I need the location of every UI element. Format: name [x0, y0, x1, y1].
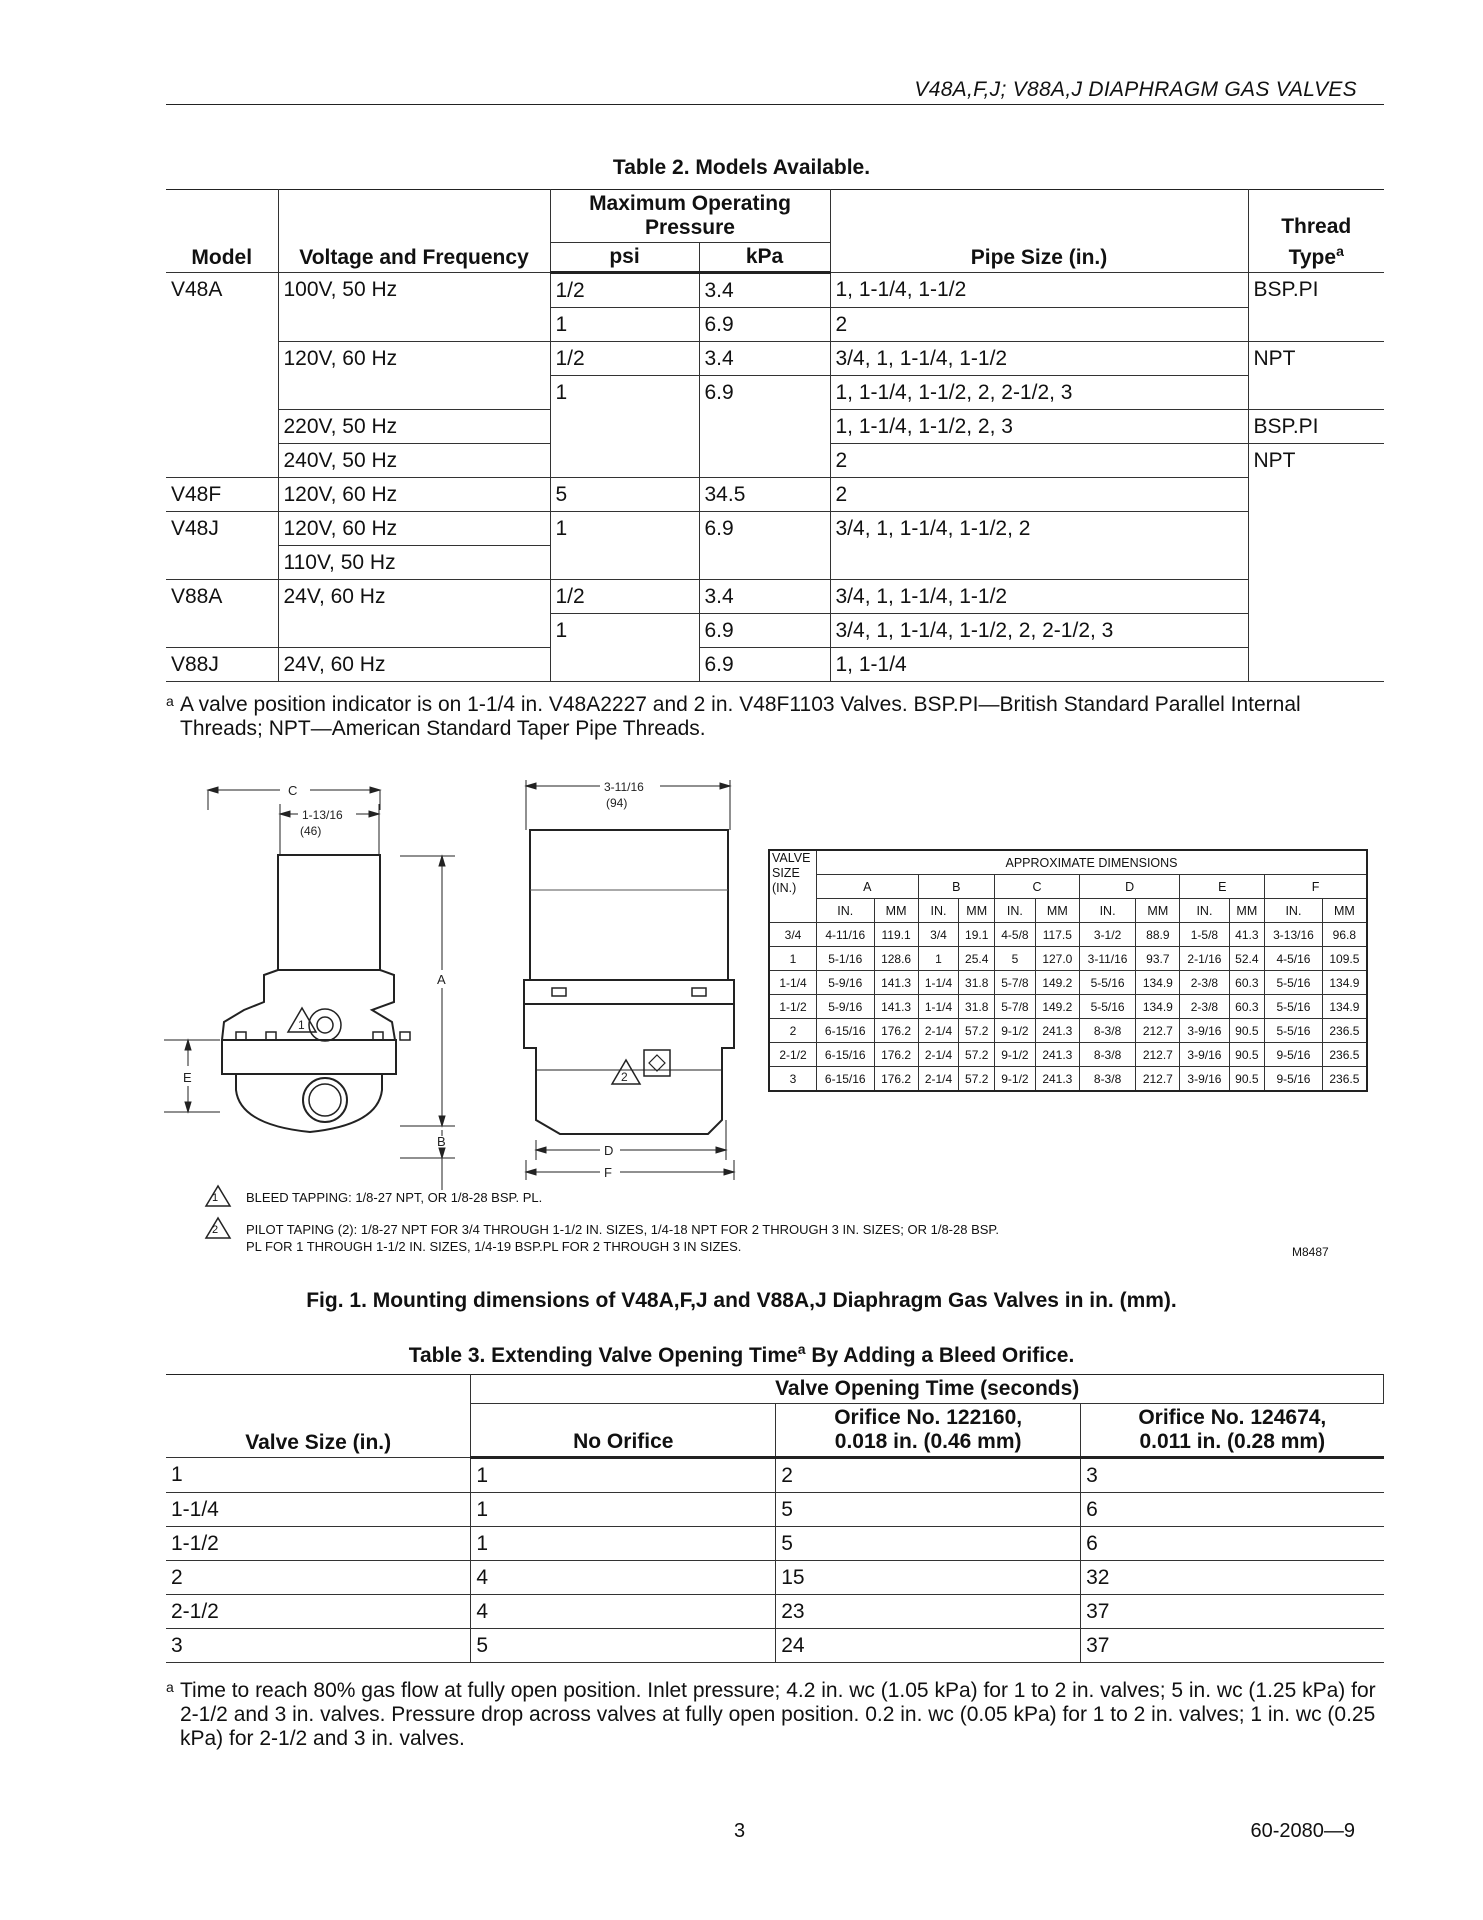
dims-cell: 1-5/8	[1180, 923, 1229, 947]
dims-cell: 57.2	[959, 1067, 995, 1092]
dims-unit: IN.	[817, 899, 875, 923]
dims-cell: 2-1/4	[918, 1067, 959, 1092]
dims-cell: 4-11/16	[817, 923, 875, 947]
col-voltage: Voltage and Frequency	[278, 190, 550, 273]
table3-cell: 1-1/4	[166, 1493, 471, 1527]
table3-cell: 6	[1081, 1493, 1384, 1527]
dims-cell: 176.2	[874, 1043, 918, 1067]
dims-cell: 4-5/16	[1265, 947, 1323, 971]
dim-a-label: A	[437, 972, 446, 987]
dims-cell: 212.7	[1136, 1067, 1180, 1092]
dims-cell: 2-3/8	[1180, 971, 1229, 995]
dims-cell: 5-1/16	[817, 947, 875, 971]
dims-cell: 2-1/4	[918, 1019, 959, 1043]
table3-cell: 6	[1081, 1527, 1384, 1561]
dims-cell: 5-5/16	[1265, 971, 1323, 995]
dims-cell: 236.5	[1322, 1019, 1367, 1043]
dims-cell: 5-5/16	[1079, 971, 1135, 995]
dims-cell: 9-5/16	[1265, 1067, 1323, 1092]
dims-cell: 31.8	[959, 995, 995, 1019]
dims-cell: 4-5/8	[995, 923, 1036, 947]
dim-width-label: 3-11/16	[604, 780, 644, 794]
table3-cell: 1	[471, 1493, 776, 1527]
dims-cell: 2-1/16	[1180, 947, 1229, 971]
dim-b-label: B	[437, 1134, 446, 1149]
dims-cell: 149.2	[1035, 995, 1079, 1019]
figure-code: M8487	[1292, 1245, 1329, 1259]
table3-cell: 1	[166, 1458, 471, 1493]
dims-cell: 88.9	[1136, 923, 1180, 947]
table-row: 1 6.9 1, 1-1/4, 1-1/2, 2, 2-1/2, 3	[166, 376, 1384, 410]
dims-cell: 41.3	[1229, 923, 1265, 947]
table-row: 1 6.9 2	[166, 308, 1384, 342]
dims-cell: 2-3/8	[1180, 995, 1229, 1019]
col-orifice-124674: Orifice No. 124674, 0.011 in. (0.28 mm)	[1081, 1404, 1384, 1458]
dims-cell: 2-1/4	[918, 1043, 959, 1067]
table2-caption: Table 2. Models Available.	[612, 156, 871, 179]
note2-marker: 2	[621, 1070, 628, 1084]
col-pipe-size: Pipe Size (in.)	[830, 190, 1248, 273]
col-max-pressure: Maximum Operating Pressure	[550, 190, 830, 243]
dims-cell: 57.2	[959, 1043, 995, 1067]
dims-cell: 134.9	[1322, 971, 1367, 995]
table-row	[166, 1629, 1384, 1663]
dims-cell: 241.3	[1035, 1019, 1079, 1043]
dims-cell: 8-3/8	[1079, 1043, 1135, 1067]
approx-dimensions-header: APPROXIMATE DIMENSIONS	[817, 850, 1368, 875]
col-model: Model	[166, 190, 278, 273]
col-no-orifice: No Orifice	[471, 1404, 776, 1458]
dims-cell: 241.3	[1035, 1067, 1079, 1092]
table2	[166, 189, 1384, 682]
dims-unit: MM	[959, 899, 995, 923]
note1-marker: 1	[298, 1018, 305, 1032]
table-row: V48J 120V, 60 Hz 1 6.9 3/4, 1, 1-1/4, 1-1/2, 2	[166, 512, 1384, 546]
note2-number: 2	[212, 1224, 219, 1236]
note2-text-line2: PL FOR 1 THROUGH 1-1/2 IN. SIZES, 1/4-19 BSP.PL FOR 2 THROUGH 3 IN SIZES.	[246, 1239, 742, 1254]
dims-cell: 93.7	[1136, 947, 1180, 971]
table-row	[769, 995, 1367, 1019]
table3-caption: Table 3. Extending Valve Opening Time$^a$ By Adding a Bleed Orifice.	[408, 1341, 1075, 1367]
table-row	[769, 947, 1367, 971]
table3-cell: 1	[471, 1527, 776, 1561]
dims-unit: MM	[1322, 899, 1367, 923]
dims-cell: 1-1/4	[918, 971, 959, 995]
dims-cell: 212.7	[1136, 1043, 1180, 1067]
table3-cell: 37	[1081, 1629, 1384, 1663]
table-row	[166, 1561, 1384, 1595]
table3-cell: 1	[471, 1458, 776, 1493]
dims-cell: 212.7	[1136, 1019, 1180, 1043]
table3-cell: 32	[1081, 1561, 1384, 1595]
dims-col-c: C	[995, 875, 1080, 899]
dims-cell: 5-5/16	[1265, 1019, 1323, 1043]
dims-unit: MM	[1035, 899, 1079, 923]
dims-unit: MM	[1136, 899, 1180, 923]
dims-cell: 176.2	[874, 1067, 918, 1092]
dims-cell: 9-5/16	[1265, 1043, 1323, 1067]
dims-cell: 9-1/2	[995, 1019, 1036, 1043]
dims-unit: IN.	[995, 899, 1036, 923]
table-row: 120V, 60 Hz 1/2 3.4 3/4, 1, 1-1/4, 1-1/2 NPT	[166, 342, 1384, 376]
col-kpa: kPa	[699, 243, 830, 273]
dims-cell: 134.9	[1136, 995, 1180, 1019]
dims-cell: 52.4	[1229, 947, 1265, 971]
dims-cell: 5-7/8	[995, 971, 1036, 995]
table-row: 1 6.9 3/4, 1, 1-1/4, 1-1/2, 2, 2-1/2, 3	[166, 614, 1384, 648]
dims-cell: 109.5	[1322, 947, 1367, 971]
note1-number: 1	[212, 1192, 219, 1204]
col-thread: Thread Type$^a$	[1248, 190, 1384, 273]
dims-cell: 1	[918, 947, 959, 971]
dims-unit: MM	[874, 899, 918, 923]
dims-cell: 127.0	[1035, 947, 1079, 971]
dims-cell: 5	[995, 947, 1036, 971]
dims-cell: 2-1/2	[769, 1043, 817, 1067]
dims-cell: 6-15/16	[817, 1067, 875, 1092]
table3-cell: 1-1/2	[166, 1527, 471, 1561]
table3-cell: 5	[471, 1629, 776, 1663]
table3-cell: 23	[776, 1595, 1081, 1629]
table3-cell: 2-1/2	[166, 1595, 471, 1629]
table-row	[166, 1527, 1384, 1561]
dim-f-label: F	[604, 1165, 612, 1180]
dims-cell: 8-3/8	[1079, 1067, 1135, 1092]
dims-cell: 9-1/2	[995, 1067, 1036, 1092]
dims-cell: 3/4	[769, 923, 817, 947]
dims-cell: 141.3	[874, 971, 918, 995]
dims-cell: 6-15/16	[817, 1019, 875, 1043]
dims-cell: 60.3	[1229, 971, 1265, 995]
dims-cell: 1-1/2	[769, 995, 817, 1019]
table3-footnote: a Time to reach 80% gas flow at fully open position. Inlet pressure; 4.2 in. wc (1.05 kPa) for 1 to 2 in. valves; 5 in. wc (1.25 kPa) for 2-1/2 and 3 in. valves. Pressure drop across valves at fully open position. 0.2 in. wc (0.05 kPa) for 1 to 2 in. valves; 1 in. wc (0.25 kPa) for 2-1/2 and 3 in. valves.	[166, 1679, 1376, 1750]
dims-cell: 5-5/16	[1079, 995, 1135, 1019]
dims-cell: 57.2	[959, 1019, 995, 1043]
table3-cell: 15	[776, 1561, 1081, 1595]
dims-cell: 5-9/16	[817, 995, 875, 1019]
table-row	[769, 923, 1367, 947]
dims-cell: 8-3/8	[1079, 1019, 1135, 1043]
dims-unit: IN.	[1265, 899, 1323, 923]
dim-c-small-label: 1-13/16	[302, 808, 343, 822]
table3-cell: 2	[166, 1561, 471, 1595]
dim-c-small-mm: (46)	[300, 824, 322, 838]
dims-cell: 3-9/16	[1180, 1043, 1229, 1067]
table-row: V48F 120V, 60 Hz 5 34.5 2	[166, 478, 1384, 512]
dims-col-b: B	[918, 875, 994, 899]
table-row	[166, 1595, 1384, 1629]
dims-cell: 134.9	[1136, 971, 1180, 995]
dims-cell: 6-15/16	[817, 1043, 875, 1067]
dims-cell: 141.3	[874, 995, 918, 1019]
dims-cell: 149.2	[1035, 971, 1079, 995]
dims-cell: 3-9/16	[1180, 1067, 1229, 1092]
table3-cell: 3	[1081, 1458, 1384, 1493]
dims-col-d: D	[1079, 875, 1180, 899]
valve-size-header: VALVE SIZE (IN.)	[769, 850, 817, 923]
dims-cell: 128.6	[874, 947, 918, 971]
figure1-caption: Fig. 1. Mounting dimensions of V48A,F,J and V88A,J Diaphragm Gas Valves in in. (mm).	[306, 1289, 1177, 1312]
table-row	[769, 1019, 1367, 1043]
table3-cell: 24	[776, 1629, 1081, 1663]
table-row: V48A 100V, 50 Hz 1/2 3.4 1, 1-1/4, 1-1/2 BSP.PI	[166, 273, 1384, 308]
approx-dimensions-table	[768, 849, 1368, 1092]
dims-cell: 60.3	[1229, 995, 1265, 1019]
table3-cell: 5	[776, 1527, 1081, 1561]
running-header: V48A,F,J; V88A,J DIAPHRAGM GAS VALVES	[914, 78, 1357, 101]
dims-unit: IN.	[918, 899, 959, 923]
dims-cell: 241.3	[1035, 1043, 1079, 1067]
dims-cell: 134.9	[1322, 995, 1367, 1019]
dims-cell: 31.8	[959, 971, 995, 995]
col-valve-size: Valve Size (in.)	[166, 1375, 471, 1458]
table-row: 220V, 50 Hz 1, 1-1/4, 1-1/2, 2, 3 BSP.PI	[166, 410, 1384, 444]
dims-unit: IN.	[1180, 899, 1229, 923]
dim-c-label: C	[288, 783, 298, 798]
table3-cell: 5	[776, 1493, 1081, 1527]
page-number: 3	[734, 1820, 746, 1842]
table3-cell: 3	[166, 1629, 471, 1663]
dims-unit: IN.	[1079, 899, 1135, 923]
dims-cell: 3/4	[918, 923, 959, 947]
note1-text: BLEED TAPPING: 1/8-27 NPT, OR 1/8-28 BSP. PL.	[246, 1190, 543, 1205]
dims-cell: 236.5	[1322, 1043, 1367, 1067]
table-row	[166, 1493, 1384, 1527]
table3-cell: 4	[471, 1595, 776, 1629]
col-psi: psi	[550, 243, 699, 273]
table3-cell: 37	[1081, 1595, 1384, 1629]
dims-col-e: E	[1180, 875, 1265, 899]
table3-cell: 2	[776, 1458, 1081, 1493]
dims-cell: 90.5	[1229, 1067, 1265, 1092]
dims-cell: 3-13/16	[1265, 923, 1323, 947]
table-row	[769, 1043, 1367, 1067]
table-row: V88A 24V, 60 Hz 1/2 3.4 3/4, 1, 1-1/4, 1-1/2	[166, 580, 1384, 614]
table-row: 240V, 50 Hz 2 NPT	[166, 444, 1384, 478]
dims-cell: 5-7/8	[995, 995, 1036, 1019]
note2-text-line1: PILOT TAPING (2): 1/8-27 NPT FOR 3/4 THROUGH 1-1/2 IN. SIZES, 1/4-18 NPT FOR 2 THROUGH 3 IN. SIZES; OR 1/8-28 BSP.	[246, 1222, 1000, 1237]
dims-cell: 236.5	[1322, 1067, 1367, 1092]
dims-cell: 1	[769, 947, 817, 971]
table3-cell: 4	[471, 1561, 776, 1595]
dim-e-label: E	[183, 1070, 192, 1085]
dims-cell: 96.8	[1322, 923, 1367, 947]
table-row: V88J 24V, 60 Hz 6.9 1, 1-1/4	[166, 648, 1384, 682]
dims-cell: 3-9/16	[1180, 1019, 1229, 1043]
dims-cell: 3-1/2	[1079, 923, 1135, 947]
valve-drawing	[160, 770, 760, 1210]
dims-col-a: A	[817, 875, 919, 899]
dims-cell: 5-5/16	[1265, 995, 1323, 1019]
dims-cell: 19.1	[959, 923, 995, 947]
table-row: 110V, 50 Hz	[166, 546, 1384, 580]
table-row	[769, 1067, 1367, 1092]
dims-cell: 90.5	[1229, 1043, 1265, 1067]
table-row	[166, 1458, 1384, 1493]
dims-cell: 2	[769, 1019, 817, 1043]
dim-width-mm: (94)	[606, 796, 628, 810]
col-orifice-122160: Orifice No. 122160, 0.018 in. (0.46 mm)	[776, 1404, 1081, 1458]
document-number: 60-2080—9	[1250, 1820, 1355, 1842]
dims-cell: 9-1/2	[995, 1043, 1036, 1067]
dims-cell: 1-1/4	[769, 971, 817, 995]
col-group-opening-time: Valve Opening Time (seconds)	[471, 1375, 1384, 1404]
table2-footnote: a A valve position indicator is on 1-1/4 in. V48A2227 and 2 in. V48F1103 Valves. BSP.PI—British Standard Parallel Internal Threads; NPT—American Standard Taper Pipe Threads.	[166, 693, 1301, 740]
dims-cell: 90.5	[1229, 1019, 1265, 1043]
dims-col-f: F	[1265, 875, 1367, 899]
dims-unit: MM	[1229, 899, 1265, 923]
table-row	[769, 971, 1367, 995]
dims-cell: 119.1	[874, 923, 918, 947]
dims-cell: 3-11/16	[1079, 947, 1135, 971]
dims-cell: 25.4	[959, 947, 995, 971]
header-rule	[166, 104, 1384, 105]
dims-cell: 5-9/16	[817, 971, 875, 995]
dims-cell: 3	[769, 1067, 817, 1092]
dims-cell: 117.5	[1035, 923, 1079, 947]
dim-d-label: D	[604, 1143, 614, 1158]
dims-cell: 1-1/4	[918, 995, 959, 1019]
table3	[166, 1374, 1384, 1663]
dims-cell: 176.2	[874, 1019, 918, 1043]
